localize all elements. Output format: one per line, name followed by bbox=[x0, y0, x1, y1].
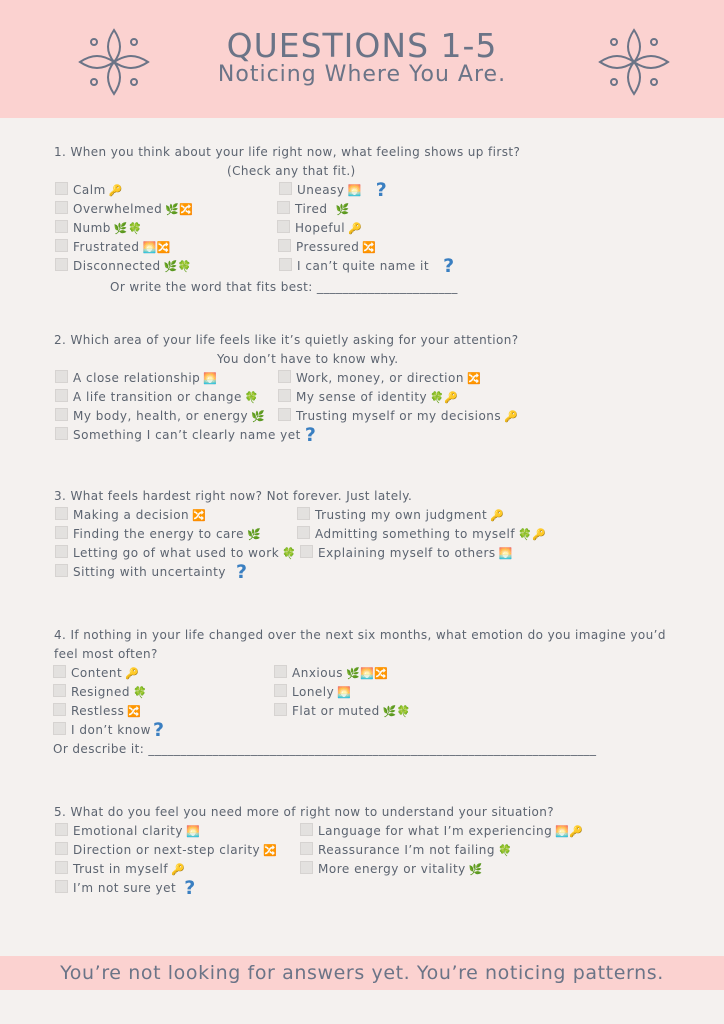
option-label: Trusting my own judgment bbox=[315, 508, 488, 522]
checkbox[interactable] bbox=[278, 389, 291, 402]
checkbox[interactable] bbox=[55, 545, 68, 558]
q2-option-relationship[interactable] bbox=[55, 369, 217, 388]
option-label: Pressured bbox=[296, 240, 360, 254]
q3-option-uncertainty[interactable] bbox=[55, 563, 247, 582]
option-emoji: 🔑 bbox=[490, 509, 505, 522]
option-label: My sense of identity bbox=[296, 390, 428, 404]
checkbox[interactable] bbox=[55, 823, 68, 836]
q5-option-energy[interactable] bbox=[300, 860, 483, 879]
question-4-text-line-2: feel most often? bbox=[54, 647, 158, 661]
q4-write-in[interactable]: Or describe it: ______________________________________________________________________ bbox=[53, 742, 597, 756]
q1-option-pressured[interactable] bbox=[278, 238, 377, 257]
option-label: I’m not sure yet bbox=[73, 881, 177, 895]
option-emoji: 🌅 bbox=[337, 686, 352, 699]
question-1-subtext: (Check any that fit.) bbox=[227, 164, 356, 178]
q1-option-numb[interactable] bbox=[55, 219, 142, 238]
q3-option-energy[interactable] bbox=[55, 525, 261, 544]
option-emoji: 🍀 bbox=[282, 547, 297, 560]
option-label: A life transition or change bbox=[73, 390, 242, 404]
option-label: Hopeful bbox=[295, 221, 346, 235]
footer-banner: You’re not looking for answers yet. You’re noticing patterns. bbox=[0, 956, 724, 990]
q4-option-resigned[interactable] bbox=[53, 683, 147, 702]
page-header bbox=[0, 0, 724, 118]
option-emoji: 🌅🔑 bbox=[555, 825, 584, 838]
option-emoji: 🔀 bbox=[362, 241, 377, 254]
option-label: A close relationship bbox=[73, 371, 201, 385]
q3-option-explaining[interactable] bbox=[300, 544, 513, 563]
option-emoji: 🌅 bbox=[498, 547, 513, 560]
option-emoji: 🌅 bbox=[185, 825, 201, 838]
checkbox[interactable] bbox=[55, 182, 68, 195]
checkbox[interactable] bbox=[297, 507, 310, 520]
checkbox[interactable] bbox=[55, 239, 68, 252]
option-label: Reassurance I’m not failing bbox=[318, 843, 495, 857]
q2-option-identity[interactable] bbox=[278, 388, 459, 407]
option-label: Explaining myself to others bbox=[318, 546, 496, 560]
option-label: Tired bbox=[295, 202, 328, 216]
question-mark-icon: ? bbox=[304, 424, 317, 446]
option-emoji: 🔀 bbox=[466, 372, 482, 385]
q1-option-overwhelmed[interactable] bbox=[55, 200, 194, 219]
q4-option-flat[interactable] bbox=[274, 702, 411, 721]
q4-option-dont-know[interactable] bbox=[53, 721, 165, 740]
option-label: Disconnected bbox=[73, 259, 161, 273]
option-emoji: 🌅 bbox=[347, 184, 362, 197]
checkbox[interactable] bbox=[55, 880, 68, 893]
checkbox[interactable] bbox=[53, 684, 66, 697]
option-emoji: 🔑 bbox=[171, 863, 186, 876]
q1-option-tired[interactable] bbox=[277, 200, 350, 219]
option-label: Making a decision bbox=[73, 508, 190, 522]
q1-write-in[interactable]: Or write the word that fits best: ______________________ bbox=[110, 280, 458, 294]
page-subtitle: Noticing Where You Are. bbox=[217, 62, 507, 87]
q5-option-not-sure[interactable] bbox=[55, 879, 196, 898]
q3-option-decision[interactable] bbox=[55, 506, 206, 525]
checkbox[interactable] bbox=[55, 201, 68, 214]
option-emoji: 🌿 bbox=[251, 410, 266, 423]
question-mark-icon: ? bbox=[375, 179, 388, 201]
checkbox[interactable] bbox=[274, 703, 287, 716]
checkbox[interactable] bbox=[55, 427, 68, 440]
checkbox[interactable] bbox=[274, 665, 287, 678]
option-label: Admitting something to myself bbox=[315, 527, 516, 541]
q3-option-admitting[interactable] bbox=[297, 525, 547, 544]
q4-option-restless[interactable] bbox=[53, 702, 142, 721]
option-emoji: 🍀🔑 bbox=[518, 528, 547, 541]
option-emoji: 🍀 bbox=[244, 391, 260, 404]
option-label: Content bbox=[71, 666, 123, 680]
option-emoji: 🔑 bbox=[125, 667, 140, 680]
option-label: Trusting myself or my decisions bbox=[296, 409, 502, 423]
q1-option-frustrated[interactable] bbox=[55, 238, 171, 257]
checkbox[interactable] bbox=[55, 389, 68, 402]
checkbox[interactable] bbox=[55, 507, 68, 520]
option-label: Frustrated bbox=[73, 240, 140, 254]
question-2-subtext: You don’t have to know why. bbox=[217, 352, 399, 366]
checkbox[interactable] bbox=[278, 239, 291, 252]
option-emoji: 🌿🍀 bbox=[113, 222, 143, 235]
checkbox[interactable] bbox=[300, 823, 313, 836]
q4-option-anxious[interactable] bbox=[274, 664, 389, 683]
q1-option-uneasy[interactable] bbox=[279, 181, 387, 200]
option-label: Uneasy bbox=[297, 183, 345, 197]
q1-option-calm[interactable] bbox=[55, 181, 123, 200]
q3-option-letting-go[interactable] bbox=[55, 544, 296, 563]
checkbox[interactable] bbox=[300, 861, 313, 874]
checkbox[interactable] bbox=[279, 258, 292, 271]
q1-option-cant-name[interactable] bbox=[279, 257, 455, 276]
q1-option-disconnected[interactable] bbox=[55, 257, 192, 276]
question-mark-icon: ? bbox=[184, 877, 196, 899]
question-1-text: 1. When you think about your life right now, what feeling shows up first? bbox=[54, 145, 521, 159]
option-label: Emotional clarity bbox=[73, 824, 183, 838]
option-emoji: 🌅🔀 bbox=[142, 241, 171, 254]
checkbox[interactable] bbox=[53, 703, 66, 716]
checkbox[interactable] bbox=[277, 220, 290, 233]
option-label: I don’t know bbox=[71, 723, 151, 737]
question-5-text: 5. What do you feel you need more of right now to understand your situation? bbox=[54, 805, 555, 819]
q5-option-emotional-clarity[interactable] bbox=[55, 822, 200, 841]
q2-option-transition[interactable] bbox=[55, 388, 259, 407]
option-label: Lonely bbox=[292, 685, 335, 699]
option-label: Trust in myself bbox=[73, 862, 169, 876]
checkbox[interactable] bbox=[55, 220, 68, 233]
checkbox[interactable] bbox=[55, 564, 68, 577]
option-label: Anxious bbox=[292, 666, 343, 680]
checkbox[interactable] bbox=[55, 842, 68, 855]
checkbox[interactable] bbox=[278, 408, 291, 421]
option-emoji: 🔑 bbox=[348, 222, 363, 235]
option-label: Finding the energy to care bbox=[73, 527, 244, 541]
option-label: I can’t quite name it bbox=[297, 259, 430, 273]
option-emoji: 🍀 bbox=[133, 686, 148, 699]
option-emoji: 🔑 bbox=[108, 184, 123, 197]
question-mark-icon: ? bbox=[443, 255, 455, 277]
question-2-text: 2. Which area of your life feels like it’s quietly asking for your attention? bbox=[54, 333, 519, 347]
option-label: Resigned bbox=[71, 685, 130, 699]
option-label: More energy or vitality bbox=[318, 862, 466, 876]
checkbox[interactable] bbox=[55, 526, 68, 539]
checkbox[interactable] bbox=[277, 201, 290, 214]
checkbox[interactable] bbox=[300, 545, 313, 558]
option-emoji: 🔑 bbox=[504, 410, 519, 423]
option-emoji: 🍀🔑 bbox=[430, 391, 459, 404]
q3-option-judgment[interactable] bbox=[297, 506, 504, 525]
option-label: Flat or muted bbox=[292, 704, 380, 718]
q4-option-content[interactable] bbox=[53, 664, 139, 683]
q5-option-reassurance[interactable] bbox=[300, 841, 512, 860]
option-label: Calm bbox=[73, 183, 106, 197]
option-emoji: 🌿🍀 bbox=[382, 705, 412, 718]
checkbox[interactable] bbox=[300, 842, 313, 855]
option-label: Direction or next-step clarity bbox=[73, 843, 261, 857]
checkbox[interactable] bbox=[53, 722, 66, 735]
q5-option-language[interactable] bbox=[300, 822, 584, 841]
option-label: Numb bbox=[73, 221, 111, 235]
option-emoji: 🌿🔀 bbox=[165, 203, 194, 216]
checkbox[interactable] bbox=[55, 861, 68, 874]
option-label: My body, health, or energy bbox=[73, 409, 249, 423]
option-emoji: 🌿 bbox=[468, 863, 483, 876]
option-label: Letting go of what used to work bbox=[73, 546, 280, 560]
option-label: Something I can’t clearly name yet bbox=[73, 428, 301, 442]
option-emoji: 🌿 bbox=[246, 528, 262, 541]
option-emoji: 🔀 bbox=[263, 844, 278, 857]
option-emoji: 🌿 bbox=[335, 203, 350, 216]
checkbox[interactable] bbox=[274, 684, 287, 697]
checkbox[interactable] bbox=[55, 408, 68, 421]
checkbox[interactable] bbox=[55, 370, 68, 383]
option-label: Overwhelmed bbox=[73, 202, 163, 216]
question-4-text-line-1: 4. If nothing in your life changed over the next six months, what emotion do you imagine you’d bbox=[54, 628, 666, 642]
option-label: Restless bbox=[71, 704, 125, 718]
question-mark-icon: ? bbox=[152, 719, 165, 741]
page-title: QUESTIONS 1-5 bbox=[226, 26, 498, 65]
question-mark-icon: ? bbox=[235, 561, 248, 583]
option-label: Language for what I’m experiencing bbox=[318, 824, 553, 838]
option-label: Sitting with uncertainty bbox=[73, 565, 226, 579]
q4-option-lonely[interactable] bbox=[274, 683, 351, 702]
checkbox[interactable] bbox=[297, 526, 310, 539]
checkbox[interactable] bbox=[278, 370, 291, 383]
option-emoji: 🔀 bbox=[127, 705, 142, 718]
q5-option-direction[interactable] bbox=[55, 841, 277, 860]
option-emoji: 🔀 bbox=[192, 509, 207, 522]
question-3-text: 3. What feels hardest right now? Not forever. Just lately. bbox=[54, 489, 413, 503]
q2-option-body[interactable] bbox=[55, 407, 265, 426]
checkbox[interactable] bbox=[55, 258, 68, 271]
q5-option-trust[interactable] bbox=[55, 860, 185, 879]
q1-option-hopeful[interactable] bbox=[277, 219, 362, 238]
q2-option-work[interactable] bbox=[278, 369, 481, 388]
checkbox[interactable] bbox=[53, 665, 66, 678]
option-emoji: 🌅 bbox=[203, 372, 218, 385]
option-emoji: 🍀 bbox=[497, 844, 513, 857]
option-emoji: 🌿🌅🔀 bbox=[345, 667, 389, 680]
checkbox[interactable] bbox=[279, 182, 292, 195]
floral-ornament-icon bbox=[598, 26, 670, 98]
option-label: Work, money, or direction bbox=[296, 371, 464, 385]
q2-option-unnamed[interactable] bbox=[55, 426, 316, 445]
option-emoji: 🌿🍀 bbox=[163, 260, 193, 273]
